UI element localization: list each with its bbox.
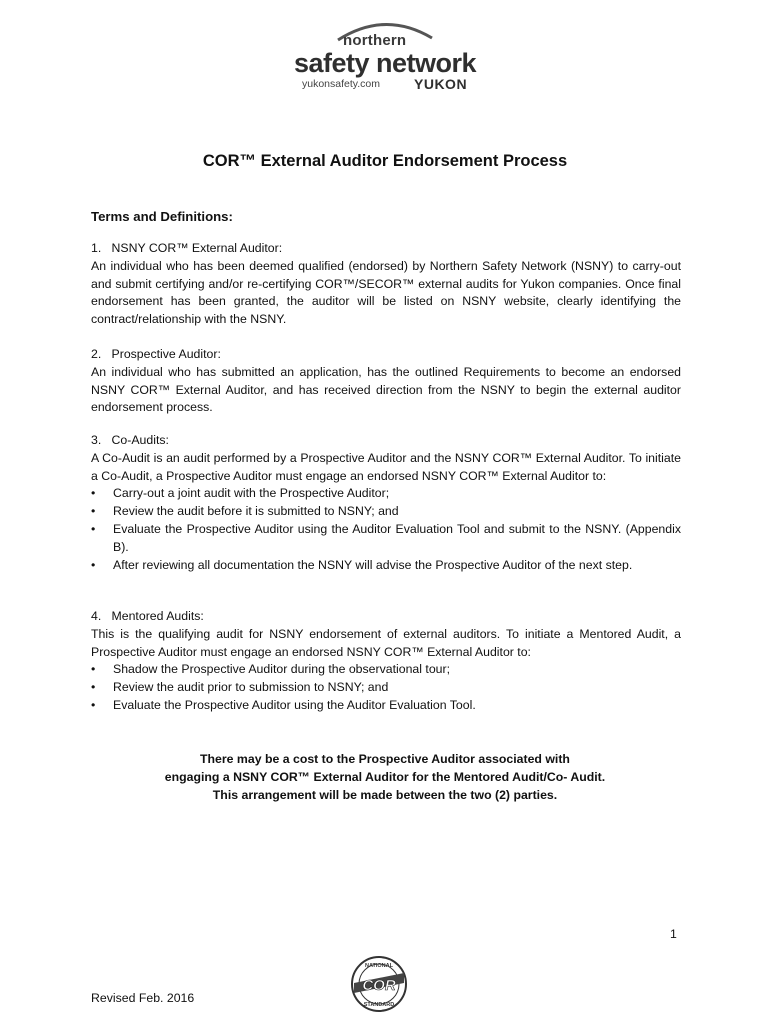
- term-1: [91, 240, 681, 329]
- term-1-label: [91, 240, 681, 258]
- list-item-text: Shadow the Prospective Auditor during the observational tour;: [113, 662, 451, 677]
- logo-northern-text: northern: [343, 32, 407, 49]
- term-4: [91, 608, 681, 715]
- cor-seal-icon: [350, 955, 408, 1013]
- list-item: [91, 661, 681, 679]
- list-item-text: Evaluate the Prospective Auditor using the Auditor Evaluation Tool.: [113, 697, 476, 712]
- revision-date: Revised Feb. 2016: [91, 991, 195, 1005]
- list-item-text: Review the audit before it is submitted to NSNY; and: [113, 504, 399, 519]
- notice-line-2: engaging a NSNY COR™ External Auditor for the Mentored Audit/Co- Audit.: [164, 770, 606, 784]
- list-item: [91, 503, 681, 521]
- page-number: 1: [670, 927, 677, 941]
- list-item: [91, 485, 681, 503]
- nsny-logo: [290, 18, 480, 96]
- bullet-icon: •: [91, 662, 96, 677]
- term-4-definition: This is the qualifying audit for NSNY endorsement of external auditors. To initiate a Mentored Audit, a Prospective Auditor must engage an endorsed NSNY COR™ External Auditor to:: [91, 626, 681, 659]
- term-2-title: Prospective Auditor:: [111, 347, 221, 361]
- term-3: [91, 432, 681, 574]
- list-item: [91, 521, 681, 557]
- bullet-icon: •: [91, 680, 96, 695]
- list-item: [91, 697, 681, 715]
- term-3-label: [91, 432, 681, 450]
- list-item: [91, 557, 681, 575]
- list-item-text: After reviewing all documentation the NSNY will advise the Prospective Auditor of the next step.: [113, 557, 633, 572]
- notice-line-3: This arrangement will be made between the two (2) parties.: [212, 788, 558, 802]
- bullet-icon: •: [91, 521, 96, 536]
- seal-top-text: NATIONAL: [364, 963, 394, 969]
- term-2-label: [91, 346, 681, 364]
- logo-url-text: yukonsafety.com: [302, 78, 381, 90]
- term-2-definition: An individual who has submitted an application, has the outlined Requirements to become an endorsed NSNY COR™ External Auditor, and has received direction from the NSNY to begin the external auditor endorsement process.: [91, 364, 681, 415]
- bullet-icon: •: [91, 486, 96, 501]
- term-1-title: NSNY COR™ External Auditor:: [111, 241, 283, 255]
- bullet-icon: •: [91, 504, 96, 519]
- list-item-text: Evaluate the Prospective Auditor using the Auditor Evaluation Tool and submit to the NSNY. (Appendix B).: [113, 521, 681, 554]
- term-4-bullets: [91, 661, 681, 714]
- document-title: COR™ External Auditor Endorsement Process: [202, 152, 568, 170]
- term-2: [91, 346, 681, 417]
- term-3-definition: A Co-Audit is an audit performed by a Prospective Auditor and the NSNY COR™ External Auditor. To initiate a Co-Audit, a Prospective Auditor must engage an endorsed NSNY COR™ External Auditor to:: [91, 450, 681, 483]
- term-3-title: Co-Audits:: [111, 433, 169, 447]
- cost-notice: [0, 750, 770, 804]
- list-item-text: Carry-out a joint audit with the Prospective Auditor;: [113, 486, 390, 501]
- term-1-definition: An individual who has been deemed qualified (endorsed) by Northern Safety Network (NSNY) to carry-out and submit certifying and/or re-certifying COR™/SECOR™ external audits for Yukon companies. Once final endorsement has been granted, the auditor will be listed on NSNY website, clearly identifying the contract/relationship with the NSNY.: [91, 258, 681, 327]
- bullet-icon: •: [91, 557, 96, 572]
- term-3-bullets: [91, 485, 681, 574]
- list-item: [91, 679, 681, 697]
- logo-region-text: YUKON: [414, 76, 468, 92]
- term-3-number: 3.: [91, 433, 102, 447]
- section-heading: Terms and Definitions:: [91, 209, 233, 224]
- term-4-label: [91, 608, 681, 626]
- list-item-text: Review the audit prior to submission to NSNY; and: [113, 680, 389, 695]
- logo-name-text: safety network: [294, 48, 477, 78]
- notice-line-1: There may be a cost to the Prospective Auditor associated with: [200, 752, 570, 766]
- term-4-title: Mentored Audits:: [111, 609, 204, 623]
- bullet-icon: •: [91, 697, 96, 712]
- term-1-number: 1.: [91, 241, 102, 255]
- seal-text: COR: [362, 977, 396, 994]
- term-2-number: 2.: [91, 347, 102, 361]
- term-4-number: 4.: [91, 609, 102, 623]
- seal-bottom-text: STANDARD: [363, 1002, 395, 1008]
